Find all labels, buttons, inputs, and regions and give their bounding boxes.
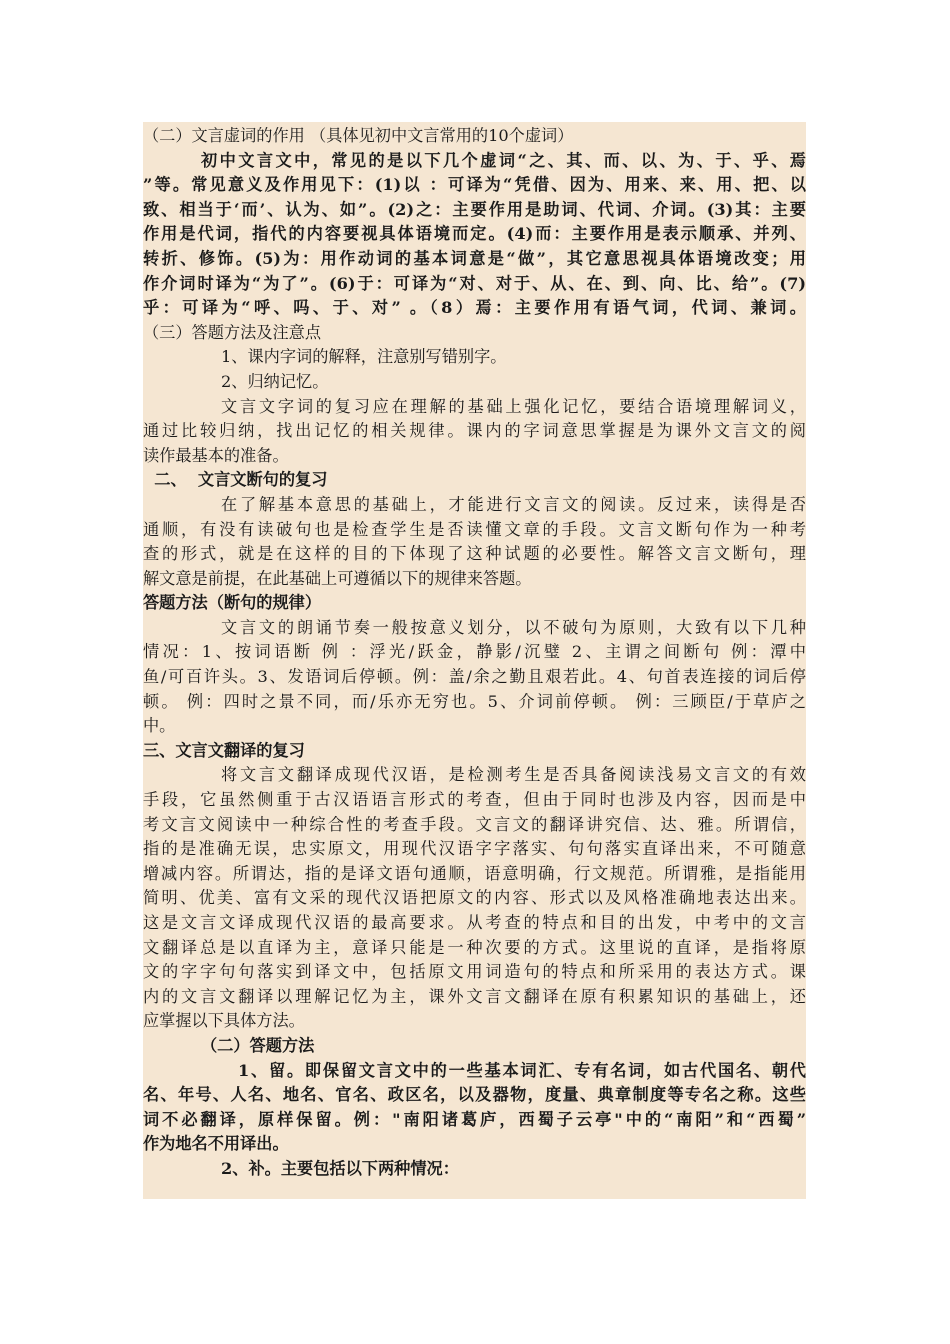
text-line: 初中文言文中，常见的是以下几个虚词“之、其、而、以、为、于、乎、焉 <box>201 150 806 170</box>
text-line: 情况：1、按词语断 例 ：浮光/跃金，静影/沉璧 2、主谓之间断句 例：潭中 <box>143 642 806 662</box>
document-page <box>143 122 806 1199</box>
text-line: 手段，它虽然侧重于古汉语语言形式的考查，但由于同时也涉及内容，因而是中 <box>143 790 806 810</box>
text-line: （二）文言虚词的作用 （具体见初中文言常用的10个虚词） <box>143 126 574 145</box>
text-line: 文言文字词的复习应在理解的基础上强化记忆，要结合语境理解词义， <box>221 396 806 416</box>
text-line: 查的形式，就是在这样的目的下体现了这种试题的必要性。解答文言文断句，理 <box>143 544 806 564</box>
text-line: 文言文的朗诵节奏一般按意义划分，以不破句为原则，大致有以下几种 <box>221 617 806 637</box>
text-line: 内的文言文翻译以理解记忆为主，课外文言文翻译在原有积累知识的基础上，还 <box>143 986 806 1006</box>
text-line: 名、年号、人名、地名、官名、政区名，以及器物，度量、典章制度等专名之称。这些 <box>143 1085 806 1105</box>
text-line: 应掌握以下具体方法。 <box>143 1011 305 1031</box>
text-line: ”等。常见意义及作用见下：(1)以 ：可译为“凭借、因为、用来、来、用、把、以 <box>143 175 806 195</box>
text-line: 作介词时译为“为了”。(6)于：可译为“对、对于、从、在、到、向、比、给”。(7) <box>143 273 806 293</box>
text-line: 通过比较归纳，找出记忆的相关规律。课内的字词意思掌握是为课外文言文的阅 <box>143 421 806 441</box>
text-line: 解文意是前提，在此基础上可遵循以下的规律来答题。 <box>143 568 532 588</box>
text-line: 中。 <box>143 716 176 736</box>
text-line: 乎：可译为“呼、吗、于、对” 。（8）焉：主要作用有语气词，代词、兼词。 <box>143 298 806 318</box>
text-line: 在了解基本意思的基础上，才能进行文言文的阅读。反过来，读得是否 <box>221 494 806 514</box>
text-line: 致、相当于‘而’、认为、如”。(2)之：主要作用是助词、代词、介词。(3)其：主要 <box>143 199 806 219</box>
text-line: 三、文言文翻译的复习 <box>143 740 305 760</box>
text-line: 1、留。即保留文言文中的一些基本词汇、专有名词，如古代国名、朝代 <box>238 1060 806 1080</box>
text-line: 文的字字句句落实到译文中，包括原文用词造句的特点和所采用的表达方式。课 <box>143 962 806 982</box>
text-line: 这是文言文译成现代汉语的最高要求。从考查的特点和目的出发，中考中的文言 <box>143 913 806 932</box>
text-line: 二、 文言文断句的复习 <box>143 470 328 490</box>
text-line: 作用是代词，指代的内容要视具体语境而定。(4)而：主要作用是表示顺承、并列、 <box>143 224 806 244</box>
text-line: 顿。 例：四时之景不同，而/乐亦无穷也。5、介词前停顿。 例：三顾臣/于草庐之 <box>143 691 806 711</box>
text-line: 转折、修饰。(5)为：用作动词的基本词意是“做”，其它意思视具体语境改变；用 <box>143 248 806 268</box>
text-line: 考文言文阅读中一种综合性的考查手段。文言文的翻译讲究信、达、雅。所谓信， <box>143 814 806 834</box>
text-line: （二）答题方法 <box>201 1035 315 1055</box>
text-line: 2、归纳记忆。 <box>221 371 329 391</box>
text-line: （三）答题方法及注意点 <box>143 322 322 342</box>
text-line: 词不必翻译，原样保留。例："南阳诸葛庐，西蜀子云亭"中的“南阳”和“西蜀” <box>143 1109 806 1129</box>
text-line: 指的是准确无误，忠实原文，用现代汉语字字落实、句句落实直译出来，不可随意 <box>143 839 806 859</box>
text-line: 1、课内字词的解释，注意别写错别字。 <box>221 347 507 367</box>
text-line: 简明、优美、富有文采的现代汉语把原文的内容、形式以及风格准确地表达出来。 <box>143 888 806 908</box>
text-line: 通顺，有没有读破句也是检查学生是否读懂文章的手段。文言文断句作为一种考 <box>143 519 806 539</box>
text-line: 答题方法（断句的规律） <box>143 593 322 613</box>
text-line: 鱼/可百许头。3、发语词后停顿。例：盖/余之勤且艰若此。4、句首表连接的词后停 <box>143 667 806 687</box>
text-line: 2、补。主要包括以下两种情况： <box>221 1158 459 1178</box>
text-line: 将文言文翻译成现代汉语，是检测考生是否具备阅读浅易文言文的有效 <box>221 765 806 785</box>
text-line: 读作最基本的准备。 <box>143 445 289 465</box>
text-line: 增减内容。所谓达，指的是译文语句通顺，语意明确，行文规范。所谓雅，是指能用 <box>143 863 806 883</box>
text-line: 文翻译总是以直译为主，意译只能是一种次要的方式。这里说的直译，是指将原 <box>143 937 806 957</box>
text-line: 作为地名不用译出。 <box>143 1134 289 1154</box>
